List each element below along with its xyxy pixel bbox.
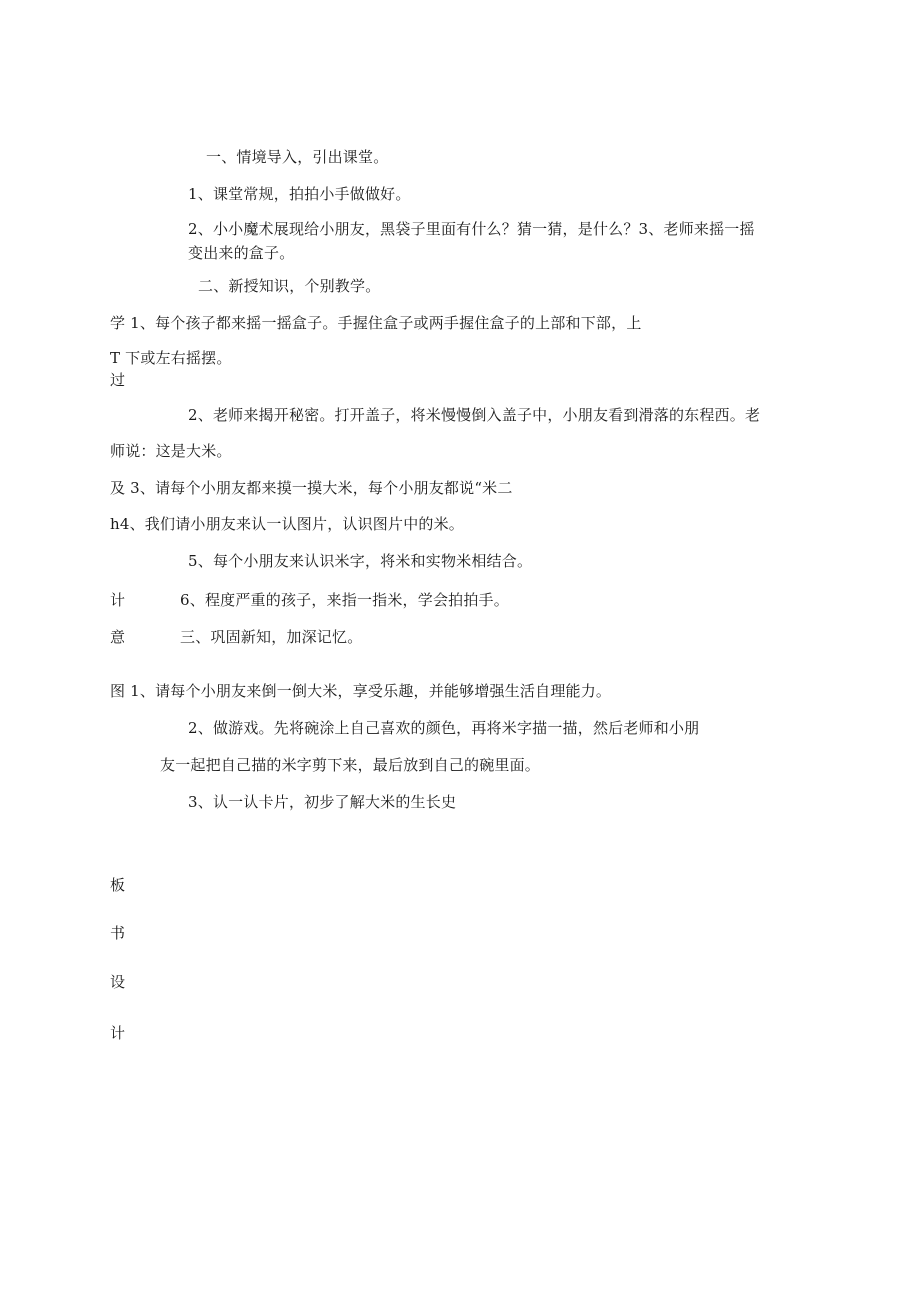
text-line: 5、每个小朋友来认识米字，将米和实物米相结合。	[188, 552, 533, 570]
text-line: 2、老师来揭开秘密。打开盖子，将米慢慢倒入盖子中，小朋友看到滑落的东程西。老	[188, 406, 761, 424]
board-design-label-1: 板	[110, 876, 126, 894]
text-line: 6、程度严重的孩子，来指一指米，学会拍拍手。	[180, 591, 509, 609]
board-design-label-3: 设	[110, 973, 126, 991]
text-line: 变出来的盒子。	[188, 244, 295, 262]
board-design-label-4: 计	[110, 1024, 126, 1042]
text-line: 学 1、每个孩子都来摇一摇盒子。手握住盒子或两手握住盒子的上部和下部，上	[110, 314, 642, 332]
section-heading-review: 三、巩固新知，加深记忆。	[180, 628, 363, 646]
text-line: 师说：这是大米。	[110, 442, 232, 460]
text-line: 图 1、请每个小朋友来倒一倒大米，享受乐趣，并能够增强生活自理能力。	[110, 682, 612, 700]
text-line: h4、我们请小朋友来认一认图片，认识图片中的米。	[110, 515, 465, 533]
text-line: 1、课堂常规，拍拍小手做做好。	[188, 185, 411, 203]
board-design-label-2: 书	[110, 924, 126, 942]
margin-label: 计	[110, 591, 126, 609]
text-line: 及 3、请每个小朋友都来摸一摸大米，每个小朋友都说“米二	[110, 479, 513, 497]
text-line: 3、认一认卡片，初步了解大米的生长史	[188, 793, 457, 811]
text-line: 2、做游戏。先将碗涂上自己喜欢的颜色，再将米字描一描，然后老师和小朋	[188, 719, 700, 737]
section-heading-new: 二、新授知识，个别教学。	[198, 277, 381, 295]
text-line: 友一起把自己描的米字剪下来，最后放到自己的碗里面。	[160, 756, 541, 774]
text-line: 2、小小魔术展现给小朋友，黑袋子里面有什么？猜一猜，是什么？3、老师来摇一摇	[188, 220, 755, 238]
margin-label: 意	[110, 628, 126, 646]
section-heading-intro: 一、情境导入，引出课堂。	[206, 148, 389, 166]
margin-label: 过	[110, 371, 126, 389]
text-line: T 下或左右摇摆。	[110, 349, 232, 367]
